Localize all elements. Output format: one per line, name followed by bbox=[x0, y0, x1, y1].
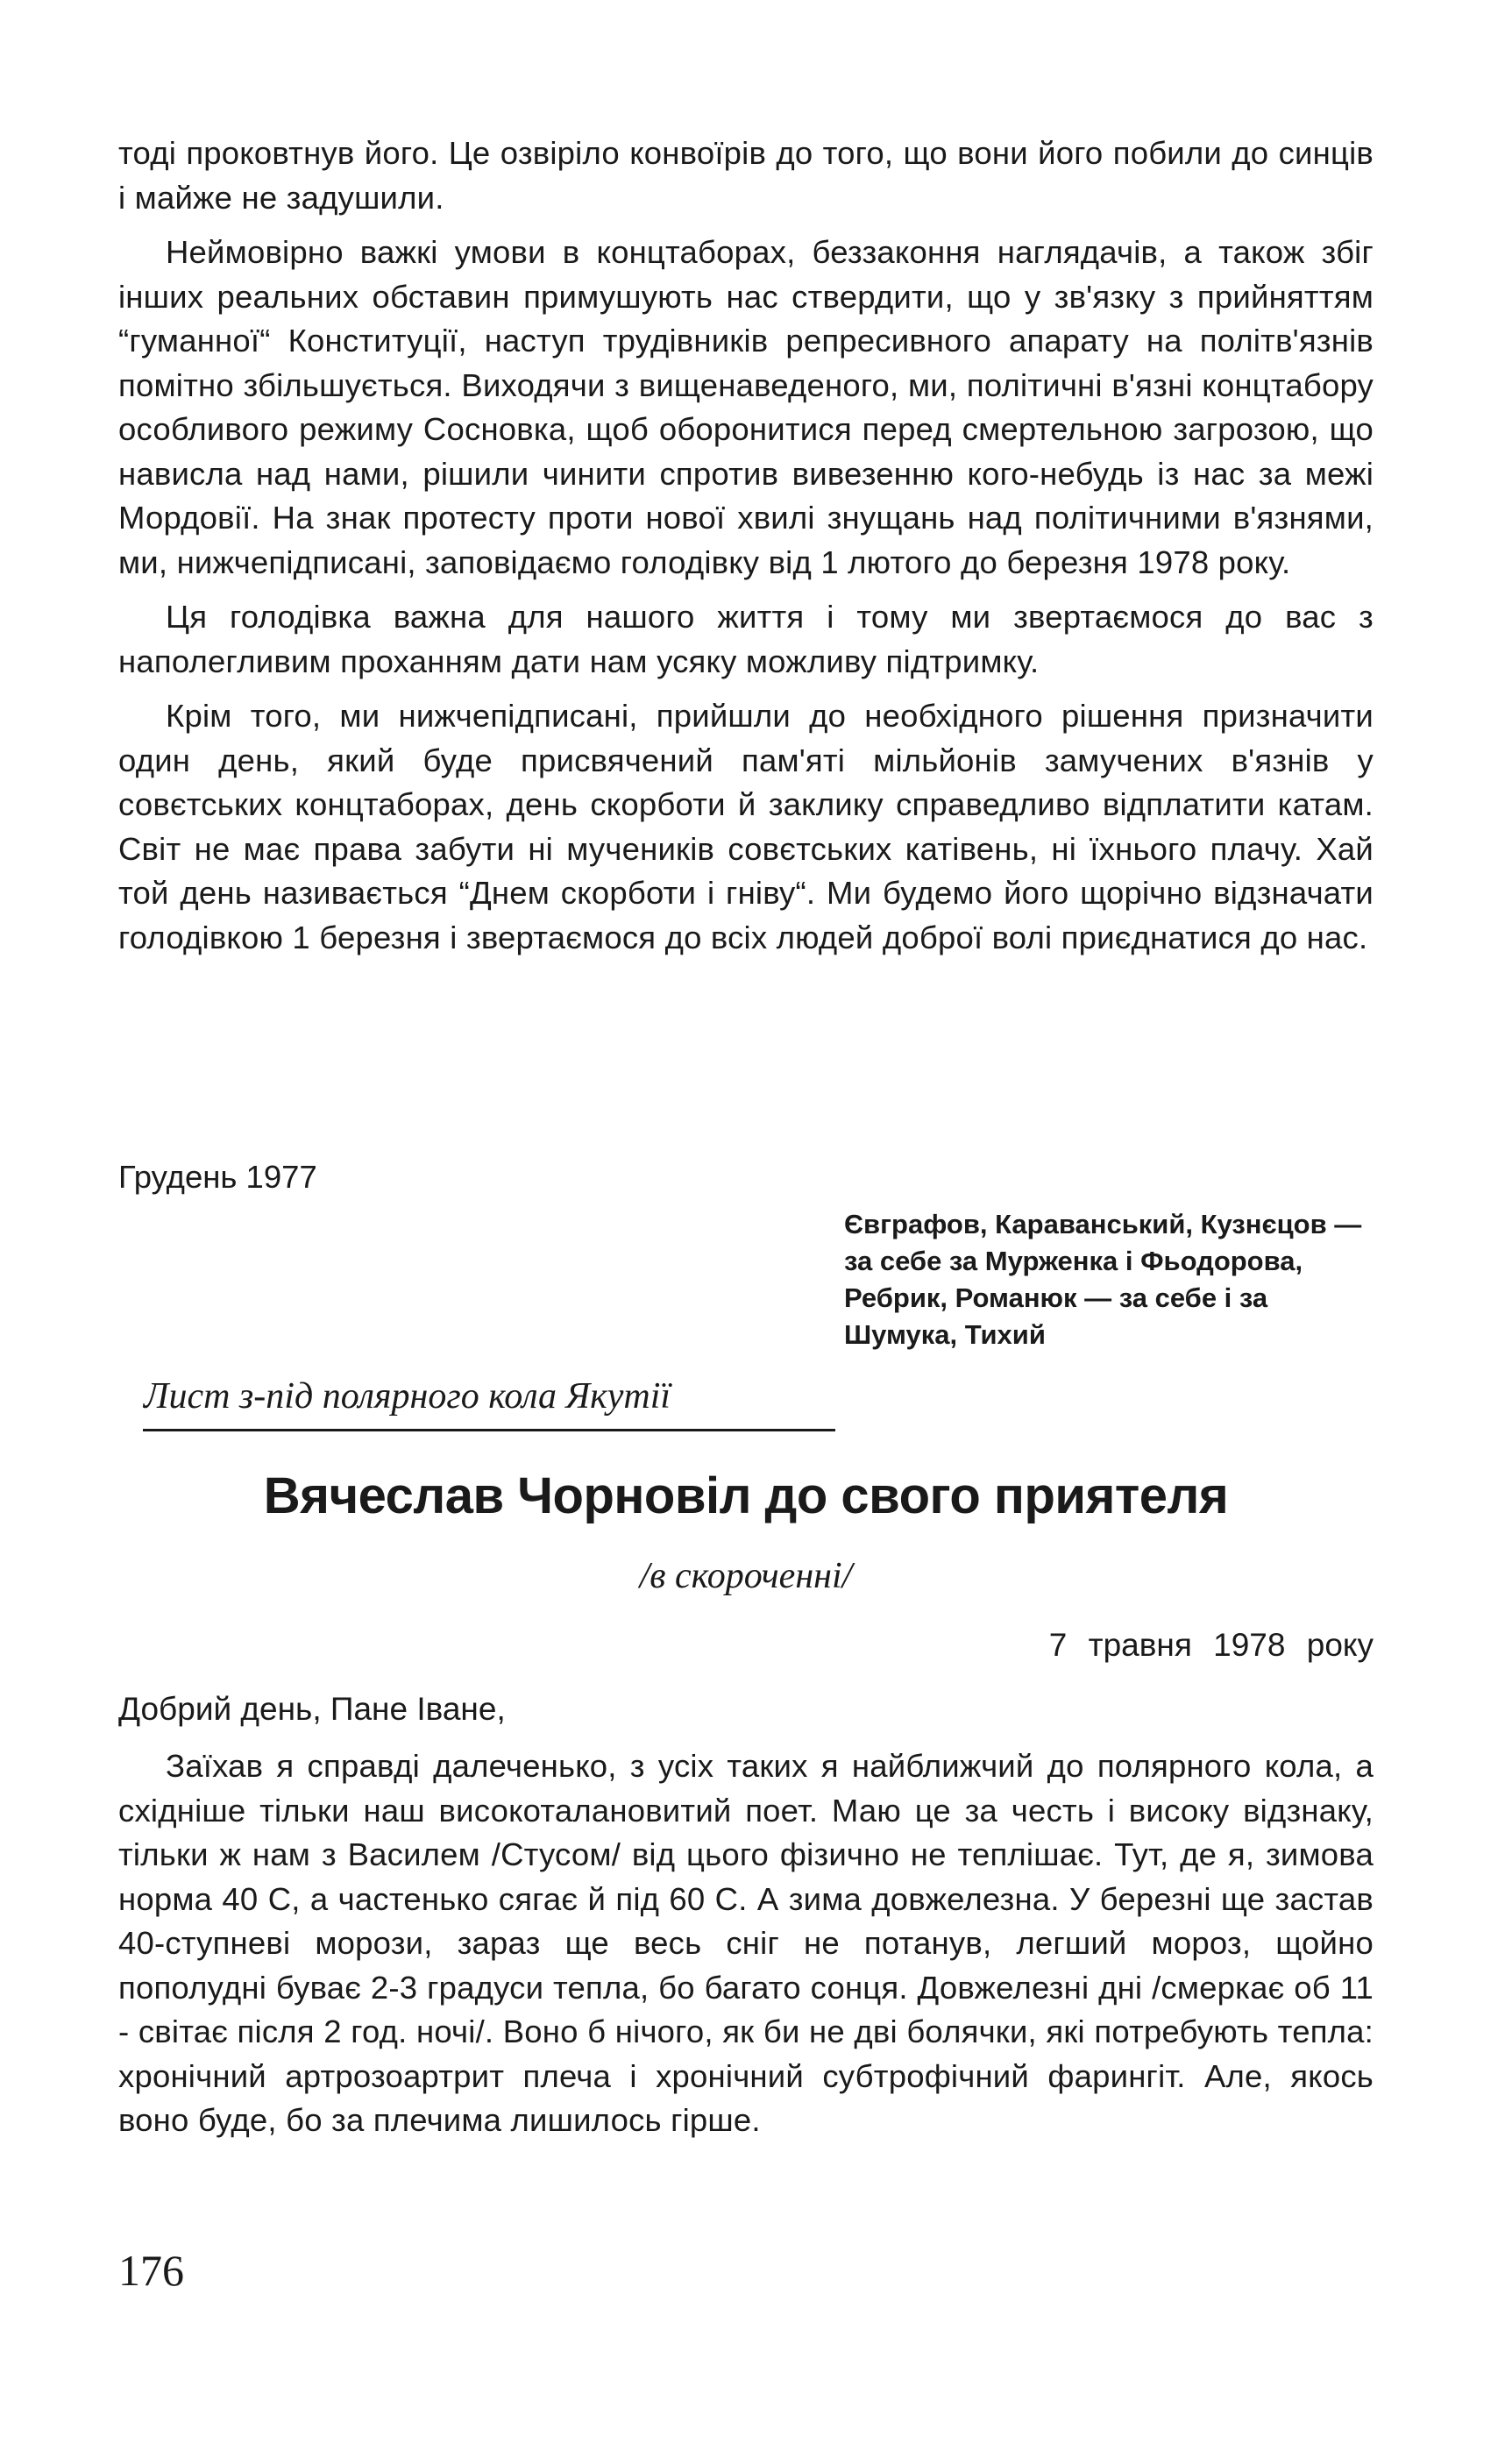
section-underline bbox=[143, 1429, 835, 1431]
top-text-block bbox=[118, 131, 1374, 960]
paragraph-day-of-mourning: Крім того, ми нижчепідписані, прийшли до необхідного рішення призначити один день, який буде присвячений пам'яті мільйонів замучених в'язнів у совєтських концтаборах, день скорботи й заклику справедливо відплатити катам. Світ не має права забути ні мучеників совєтських катівень, ні їхнього плачу. Хай той день називається “Днем скорботи і гніву“. Ми будемо його щорічно відзначати голодівкою 1 березня і звертаємося до всіх людей доброї волі приєднатися до нас. bbox=[118, 698, 1374, 955]
letter-body-block bbox=[118, 1744, 1374, 2143]
letter-date: 7 травня 1978 року bbox=[1048, 1627, 1374, 1663]
paragraph-hunger-strike: Неймовірно важкі умови в концтаборах, беззаконня наглядачів, а також збіг інших реальних обставин примушують нас ствердити, що у зв'язку з прийняттям “гуманної“ Конституції, наступ трудівників репресивного апарату на політв'язнів помітно збільшується. Виходячи з вищенаведеного, ми, політичні в'язні концтабору особливого режиму Сосновка, щоб оборонитися перед смертельною загрозою, що нависла над нами, рішили чинити спротив вивезенню кого-небудь із нас за межі Мордовії. На знак протесту проти нової хвилі знущань над політичними в'язнями, ми, нижчепідписані, заповідаємо голодівку від 1 лютого до березня 1978 року. bbox=[118, 234, 1374, 580]
letter-greeting: Добрий день, Пане Іване, bbox=[118, 1691, 506, 1727]
article-subtitle: /в скороченні/ bbox=[639, 1556, 853, 1596]
signatures: Євграфов, Караванський, Кузнєцов — за себе за Мурженка і Фьодорова, Ребрик, Романюк — за себе і за Шумука, Тихий bbox=[844, 1209, 1362, 1350]
paragraph-support-request: Ця голодівка важна для нашого життя і тому ми звертаємося до вас з наполегливим проханням дати нам усяку можливу підтримку. bbox=[118, 599, 1374, 679]
article-title: Вячеслав Чорновіл до свого приятеля bbox=[263, 1467, 1229, 1524]
page-number: 176 bbox=[118, 2246, 184, 2295]
date-line: Грудень 1977 bbox=[118, 1159, 317, 1195]
paragraph-continuation: тоді проковтнув його. Це озвіріло конвоїрів до того, що вони його побили до синців і майже не задушили. bbox=[118, 135, 1374, 216]
letter-paragraph: Заїхав я справді далеченько, з усіх таких я найближчий до полярного кола, а східніше тільки наш високоталановитий поет. Маю це за честь і високу відзнаку, тільки ж нам з Василем /Стусом/ від цього фізично не теплішає. Тут, де я, зимова норма 40 С, а частенько сягає й під 60 С. А зима довжелезна. У березні ще застав 40-ступневі морози, зараз ще весь сніг не потанув, легший мороз, щойно пополудні буває 2-3 градуси тепла, бо багато сонця. Довжелезні дні /смеркає об 11 - світає після 2 год. ночі/. Воно б нічого, як би не дві болячки, які потребують тепла: хронічний артрозоартрит плеча і хронічний субтрофічний фарингіт. Але, якось воно буде, бо за плечима лишилось гірше. bbox=[118, 1748, 1374, 2138]
section-label: Лист з-під полярного кола Якутії bbox=[144, 1376, 671, 1417]
